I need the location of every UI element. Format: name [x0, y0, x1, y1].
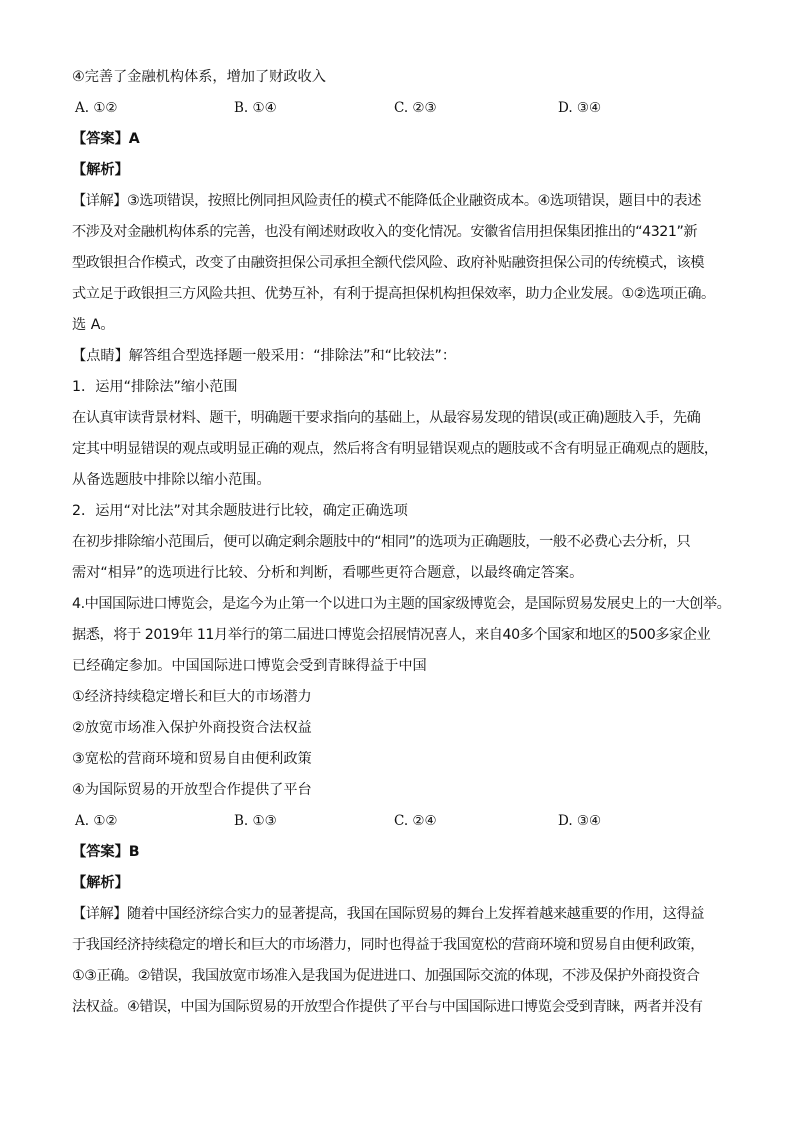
- q3-detail-line: 【详解】③选项错误，按照比例同担风险责任的模式不能降低企业融资成本。④选项错误，题目中的表述: [72, 193, 701, 209]
- q3-tip-heading: 【点睛】解答组合型选择题一般采用：“排除法”和“比较法”：: [72, 348, 457, 364]
- q4-option-item-2: ②放宽市场准入保护外商投资合法权益: [72, 720, 312, 736]
- q3-tip-line: 在认真审读背景材料、题干，明确题干要求指向的基础上，从最容易发现的错误(或正确)题肢入手，先确: [72, 410, 701, 426]
- q3-analysis-heading: 【解析】: [72, 162, 129, 178]
- q3-tip-line: 需对“相异”的选项进行比较、分析和判断，看哪些更符合题意，以最终确定答案。: [72, 565, 584, 581]
- exam-page: [72, 62, 731, 1023]
- q4-detail-line: 【详解】随着中国经济综合实力的显著提高，我国在国际贸易的舞台上发挥着越来越重要的作用，这得益: [72, 906, 704, 922]
- q3-tip-step-2: 2．运用“对比法”对其余题肢进行比较，确定正确选项: [72, 503, 408, 519]
- q3-tip-line: 在初步排除缩小范围后，便可以确定剩余题肢中的“相同”的选项为正确题肢，一般不必费心去分析，只: [72, 534, 691, 550]
- q3-tip-step-1: 1．运用“排除法”缩小范围: [72, 379, 238, 395]
- q4-answer: 【答案】B: [72, 844, 140, 860]
- q4-stem-line: 已经确定参加。中国国际进口博览会受到青睐得益于中国: [72, 658, 427, 674]
- q3-option-d: D. ③④: [558, 100, 602, 116]
- q4-answer-options: [72, 806, 724, 837]
- q4-detail-line: 法权益。④错误，中国为国际贸易的开放型合作提供了平台与中国国际进口博览会受到青睐，两者并没有: [72, 999, 703, 1015]
- q4-stem-line: 4.中国国际进口博览会，是迄今为止第一个以进口为主题的国家级博览会，是国际贸易发展史上的一大创举。: [72, 596, 731, 612]
- q4-option-a: A. ①②: [75, 813, 118, 829]
- q3-answer-options: [72, 93, 724, 124]
- q3-detail-line: 不涉及对金融机构体系的完善，也没有阐述财政收入的变化情况。安徽省信用担保集团推出的“4321”新: [72, 224, 698, 240]
- q3-option-a: A. ①②: [75, 100, 118, 116]
- q3-option-b: B. ①④: [234, 100, 277, 116]
- q4-detail-line: ①③正确。②错误，我国放宽市场准入是我国为促进进口、加强国际交流的体现，不涉及保护外商投资合: [72, 968, 700, 984]
- q4-stem-line: 据悉，将于 2019年 11月举行的第二届进口博览会招展情况喜人，来自40多个国家和地区的500多家企业: [72, 627, 711, 643]
- q4-option-b: B. ①③: [234, 813, 277, 829]
- q3-detail-line: 选 A。: [72, 317, 115, 333]
- q3-detail-line: 式立足于政银担三方风险共担、优势互补，有利于提高担保机构担保效率，助力企业发展。①②选项正确。: [72, 286, 715, 302]
- q4-option-item-4: ④为国际贸易的开放型合作提供了平台: [72, 782, 312, 798]
- q4-option-item-3: ③宽松的营商环境和贸易自由便利政策: [72, 751, 312, 767]
- q4-analysis-heading: 【解析】: [72, 875, 129, 891]
- q3-tip-line: 从备选题肢中排除以缩小范围。: [72, 472, 271, 488]
- q3-option-c: C. ②③: [394, 100, 437, 116]
- q3-option-item-4: ④完善了金融机构体系，增加了财政收入: [72, 69, 326, 85]
- q4-option-item-1: ①经济持续稳定增长和巨大的市场潜力: [72, 689, 312, 705]
- q3-tip-line: 定其中明显错误的观点或明显正确的观点，然后将含有明显错误观点的题肢或不含有明显正确观点的题肢，: [72, 441, 718, 457]
- q4-option-c: C. ②④: [394, 813, 437, 829]
- q4-detail-line: 于我国经济持续稳定的增长和巨大的市场潜力，同时也得益于我国宽松的营商环境和贸易自由便利政策，: [72, 937, 704, 953]
- q4-option-d: D. ③④: [558, 813, 602, 829]
- q3-detail-line: 型政银担合作模式，改变了由融资担保公司承担全额代偿风险、政府补贴融资担保公司的传统模式，该模: [72, 255, 704, 271]
- q3-answer: 【答案】A: [72, 131, 140, 147]
